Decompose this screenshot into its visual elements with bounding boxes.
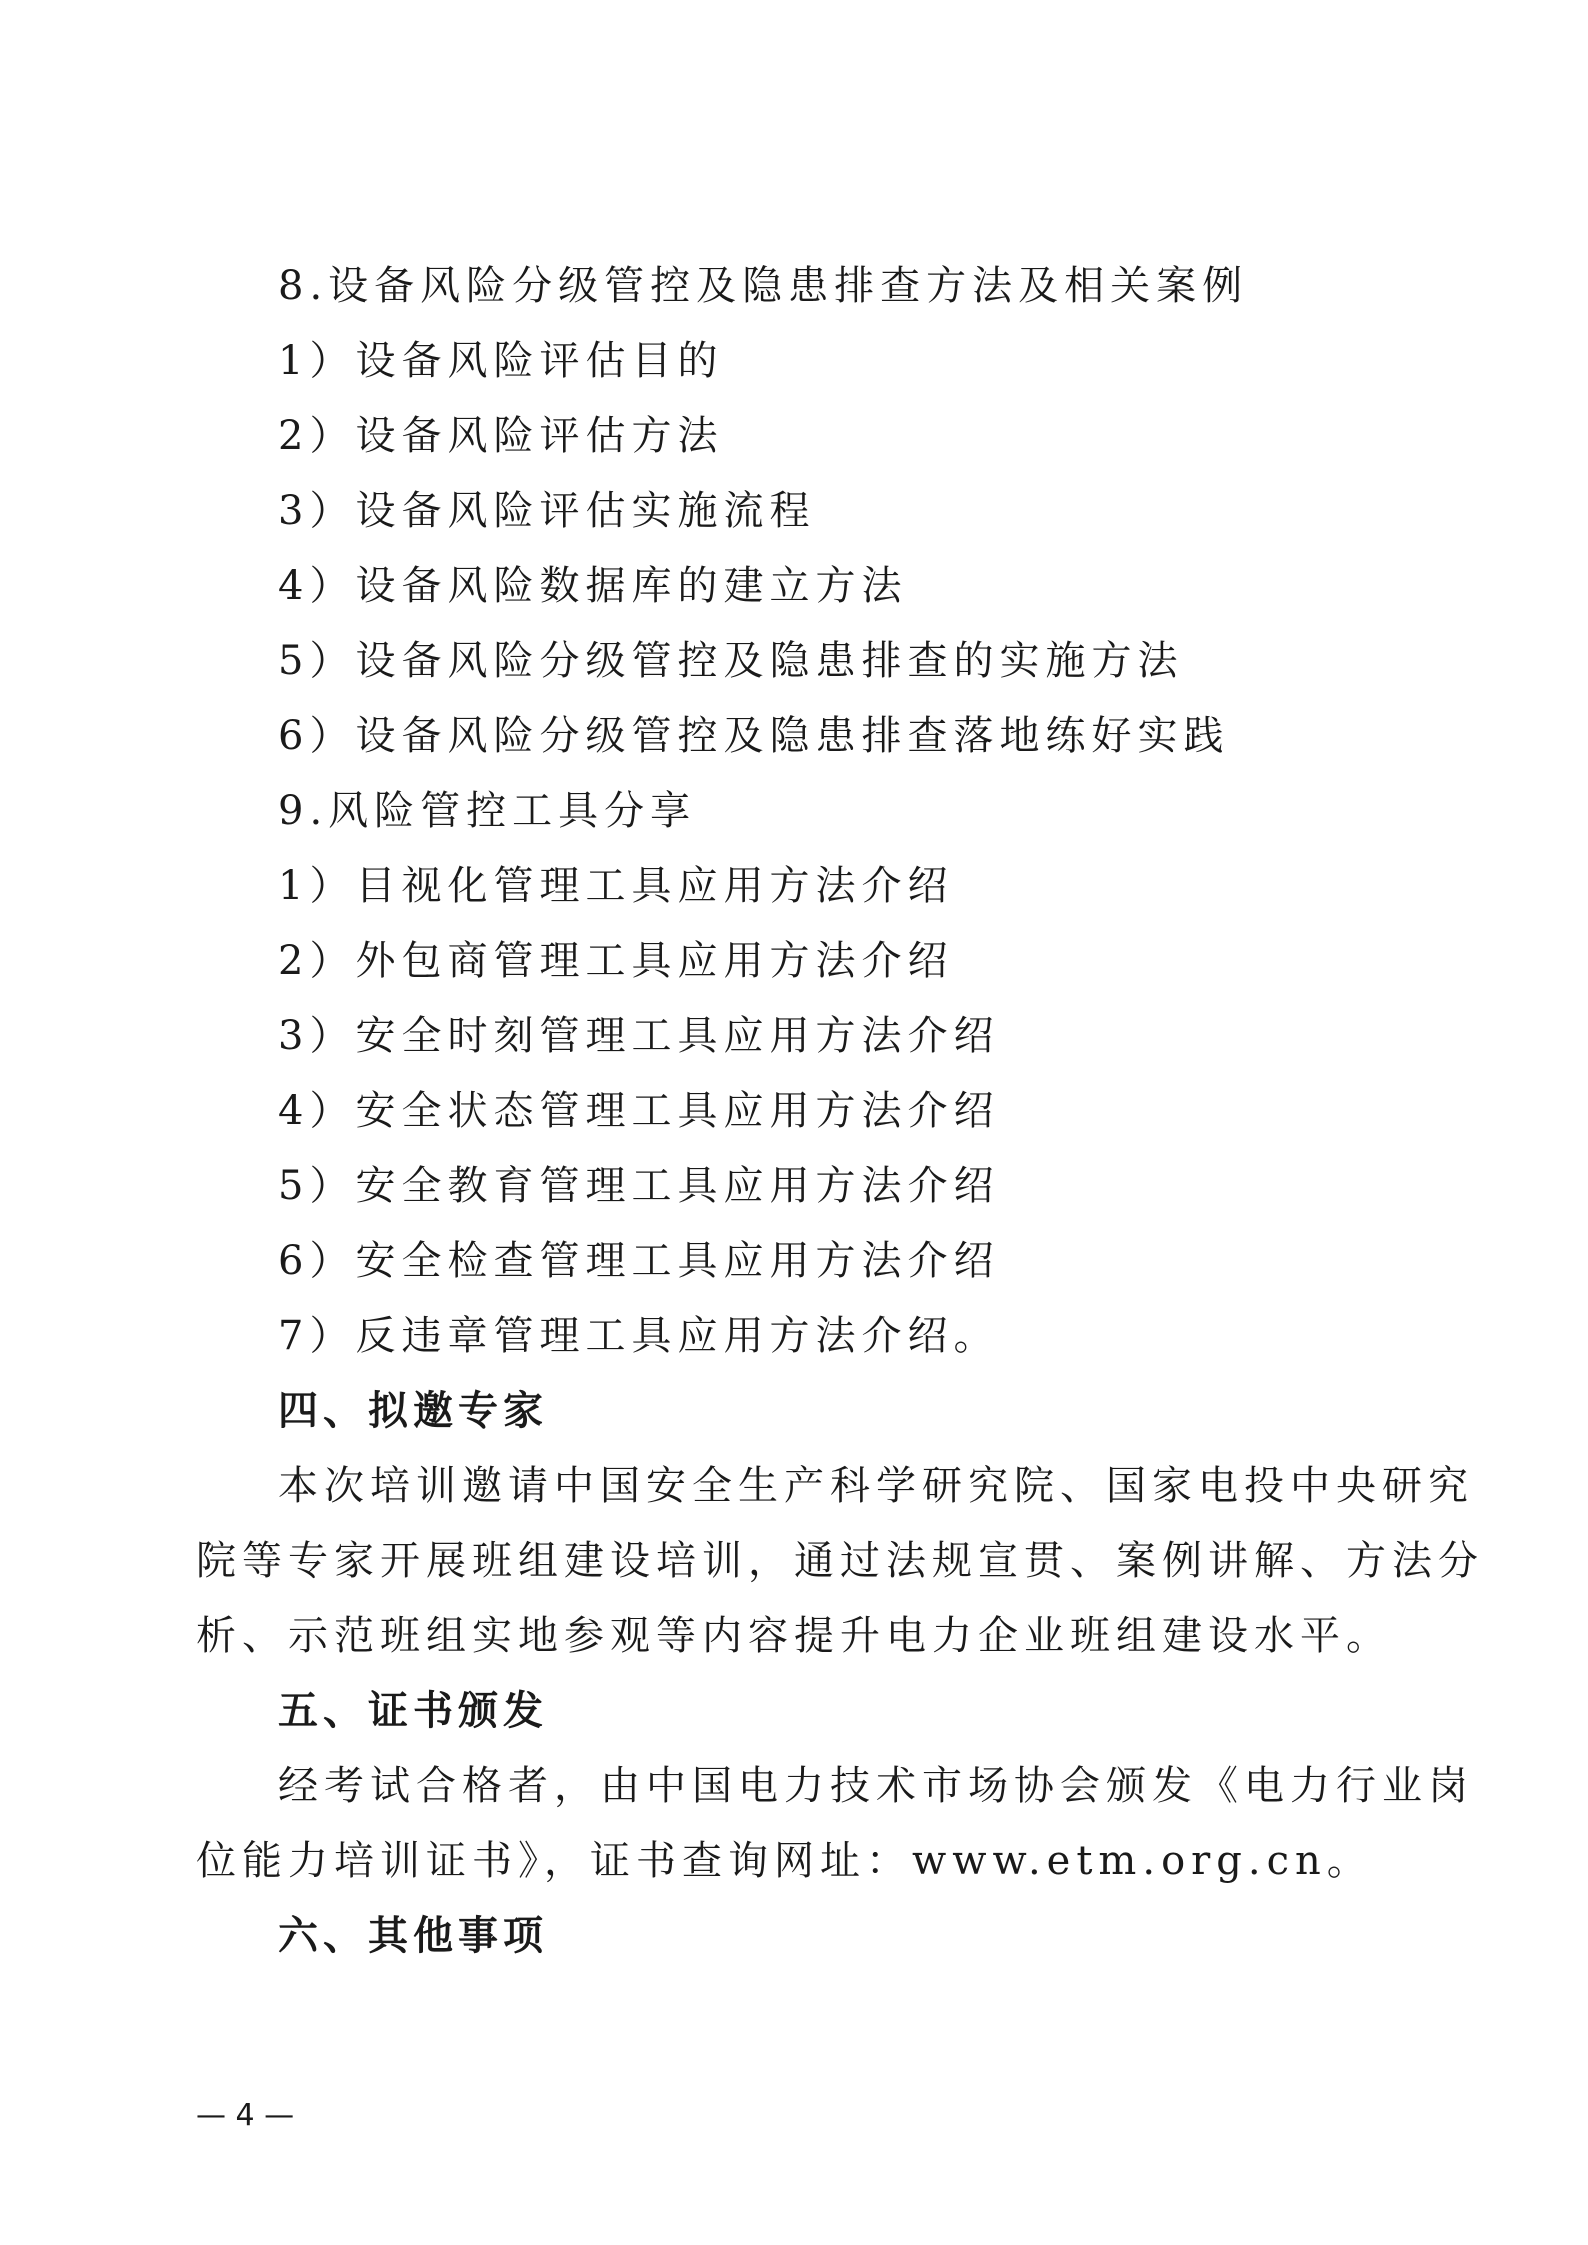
section-8-item-6: 6）设备风险分级管控及隐患排查落地练好实践 bbox=[278, 713, 1230, 759]
section-9-item-4: 4）安全状态管理工具应用方法介绍 bbox=[278, 1088, 1000, 1134]
other-heading: 六、其他事项 bbox=[278, 1913, 548, 1959]
section-8-title: 8.设备风险分级管控及隐患排查方法及相关案例 bbox=[278, 263, 1249, 309]
section-8-item-3: 3）设备风险评估实施流程 bbox=[278, 488, 816, 534]
section-9-item-1: 1）目视化管理工具应用方法介绍 bbox=[278, 863, 954, 909]
experts-paragraph-line-1: 本次培训邀请中国安全生产科学研究院、国家电投中央研究 bbox=[278, 1463, 1474, 1509]
section-9-item-2: 2）外包商管理工具应用方法介绍 bbox=[278, 938, 954, 984]
section-8-item-2: 2）设备风险评估方法 bbox=[278, 413, 724, 459]
certificate-paragraph-line-1: 经考试合格者，由中国电力技术市场协会颁发《电力行业岗 bbox=[278, 1763, 1474, 1809]
certificate-heading: 五、证书颁发 bbox=[278, 1688, 548, 1734]
experts-paragraph-line-2: 院等专家开展班组建设培训，通过法规宣贯、案例讲解、方法分 bbox=[196, 1538, 1484, 1584]
section-9-item-5: 5）安全教育管理工具应用方法介绍 bbox=[278, 1163, 1000, 1209]
experts-paragraph-line-3: 析、示范班组实地参观等内容提升电力企业班组建设水平。 bbox=[196, 1613, 1392, 1659]
section-8-item-1: 1）设备风险评估目的 bbox=[278, 338, 724, 384]
section-9-item-7: 7）反违章管理工具应用方法介绍。 bbox=[278, 1313, 1000, 1359]
section-9-item-3: 3）安全时刻管理工具应用方法介绍 bbox=[278, 1013, 1000, 1059]
experts-heading: 四、拟邀专家 bbox=[278, 1388, 548, 1434]
section-9-title: 9.风险管控工具分享 bbox=[278, 788, 697, 834]
section-9-item-6: 6）安全检查管理工具应用方法介绍 bbox=[278, 1238, 1000, 1284]
section-8-item-5: 5）设备风险分级管控及隐患排查的实施方法 bbox=[278, 638, 1184, 684]
page-number: — 4 — bbox=[196, 2098, 295, 2133]
section-8-item-4: 4）设备风险数据库的建立方法 bbox=[278, 563, 908, 609]
certificate-paragraph-line-2: 位能力培训证书》，证书查询网址：www.etm.org.cn。 bbox=[196, 1838, 1373, 1884]
